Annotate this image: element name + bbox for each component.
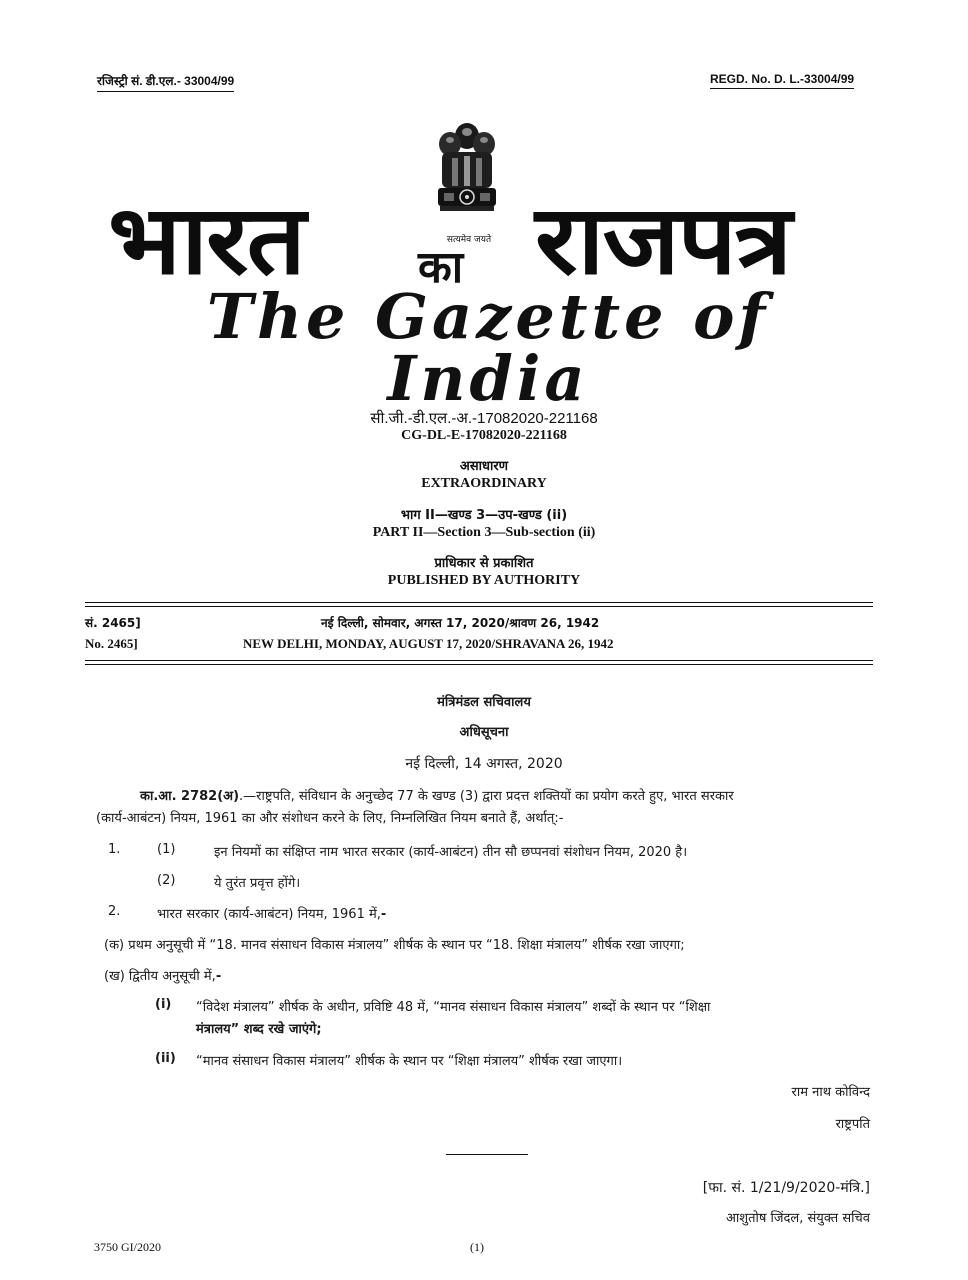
rule-1-sub-2-text: ये तुरंत प्रवृत्त होंगे। xyxy=(214,876,301,891)
officer-name: आशुतोष जिंदल, संयुक्त सचिव xyxy=(725,1211,870,1226)
issue-date-english: NEW DELHI, MONDAY, AUGUST 17, 2020/SHRAVANA 26, 1942 xyxy=(243,636,614,651)
rule-2-number: 2. xyxy=(108,904,121,919)
cg-number-english: CG-DL-E-17082020-221168 xyxy=(401,428,567,443)
masthead-rajpatra: राजपत्र xyxy=(535,183,791,296)
issue-row-hindi xyxy=(85,614,873,634)
rule-2-text xyxy=(157,904,386,922)
signatory-name: राम नाथ कोविन्द xyxy=(791,1085,870,1100)
footer-code: 3750 GI/2020 xyxy=(94,1240,161,1254)
sub-i-line-2: मंत्रालय” शब्द रखे जाएंगे; xyxy=(196,1022,322,1037)
divider-bottom-1 xyxy=(85,660,873,661)
divider-top-1 xyxy=(85,602,873,603)
issue-date-hindi: नई दिल्ली, सोमवार, अगस्त 17, 2020/श्रावण 26, 1942 xyxy=(321,616,600,630)
extraordinary-english: EXTRAORDINARY xyxy=(421,476,547,491)
clause-kha xyxy=(104,966,221,984)
masthead-english: The Gazette of India xyxy=(206,280,770,415)
page-number: (1) xyxy=(470,1240,484,1254)
cg-number-hindi: सी.जी.-डी.एल.-अ.-17082020-221168 xyxy=(370,410,598,427)
registration-number-hindi: रजिस्ट्री सं. डी.एल.- 33004/99 xyxy=(97,72,234,92)
order-number: का.आ. 2782(अ) xyxy=(140,789,240,804)
registration-number-english: REGD. No. D. L.-33004/99 xyxy=(710,72,854,89)
clause-kha-dash: - xyxy=(215,969,222,984)
rule-2-dash: - xyxy=(380,907,387,922)
divider-top-2 xyxy=(85,606,873,607)
part-section-english: PART II—Section 3—Sub-section (ii) xyxy=(372,525,596,540)
sub-ii-number: (ii) xyxy=(155,1051,176,1066)
rule-1-sub-1-number: (1) xyxy=(157,842,176,857)
extraordinary-hindi: असाधारण xyxy=(459,459,509,474)
divider-bottom-2 xyxy=(85,664,873,665)
issue-number-hindi: सं. 2465] xyxy=(85,616,141,630)
clause-ka: (क) प्रथम अनुसूची में “18. मानव संसाधन विकास मंत्रालय” शीर्षक के स्थान पर “18. शिक्षा मंत्रालय” शीर्षक रखा जाएगा; xyxy=(104,938,685,953)
file-number: [फा. सं. 1/21/9/2020-मंत्रि.] xyxy=(702,1180,870,1196)
notification-heading: अधिसूचना xyxy=(459,725,509,740)
rule-1-number: 1. xyxy=(108,842,121,857)
intro-line-2: (कार्य-आबंटन) नियम, 1961 का और संशोधन करने के लिए, निम्नलिखित नियम बनाते हैं, अर्थात्:- xyxy=(96,811,564,826)
signature-divider xyxy=(446,1154,528,1155)
sub-i-line-1: “विदेश मंत्रालय” शीर्षक के अधीन, प्रविष्टि 48 में, “मानव संसाधन विकास मंत्रालय” शब्दों के स्थान पर “शिक्षा xyxy=(196,1000,711,1015)
authority-hindi: प्राधिकार से प्रकाशित xyxy=(434,556,534,571)
rule-2-main: भारत सरकार (कार्य-आबंटन) नियम, 1961 में, xyxy=(157,907,381,922)
issue-row-english xyxy=(85,636,873,656)
signatory-title: राष्ट्रपति xyxy=(835,1117,870,1132)
intro-text-1: .—राष्ट्रपति, संविधान के अनुच्छेद 77 के खण्ड (3) द्वारा प्रदत्त शक्तियों का प्रयोग करते हुए, भारत सरकार xyxy=(239,789,734,804)
part-section-hindi: भाग II—खण्ड 3—उप-खण्ड (ii) xyxy=(400,508,568,523)
place-date: नई दिल्ली, 14 अगस्त, 2020 xyxy=(405,756,563,772)
sub-ii-text: “मानव संसाधन विकास मंत्रालय” शीर्षक के स्थान पर “शिक्षा मंत्रालय” शीर्षक रखा जाएगा। xyxy=(196,1054,623,1069)
clause-kha-main: (ख) द्वितीय अनुसूची में, xyxy=(104,969,216,984)
masthead-ka: का xyxy=(418,242,464,293)
rule-1-sub-2-number: (2) xyxy=(157,873,176,888)
sub-i-number: (i) xyxy=(155,997,172,1012)
authority-english: PUBLISHED BY AUTHORITY xyxy=(387,573,581,588)
issue-number-english: No. 2465] xyxy=(85,636,138,651)
emblem-motto: सत्यमेव जयते xyxy=(446,235,492,245)
rule-1-sub-1-text: इन नियमों का संक्षिप्त नाम भारत सरकार (कार्य-आबंटन) तीन सौ छप्पनवां संशोधन नियम, 2020 है। xyxy=(214,845,688,860)
ministry-heading: मंत्रिमंडल सचिवालय xyxy=(437,695,531,710)
ashoka-emblem-icon xyxy=(432,118,502,228)
masthead-bharat: भारत xyxy=(108,183,304,296)
intro-line-1 xyxy=(140,786,734,804)
